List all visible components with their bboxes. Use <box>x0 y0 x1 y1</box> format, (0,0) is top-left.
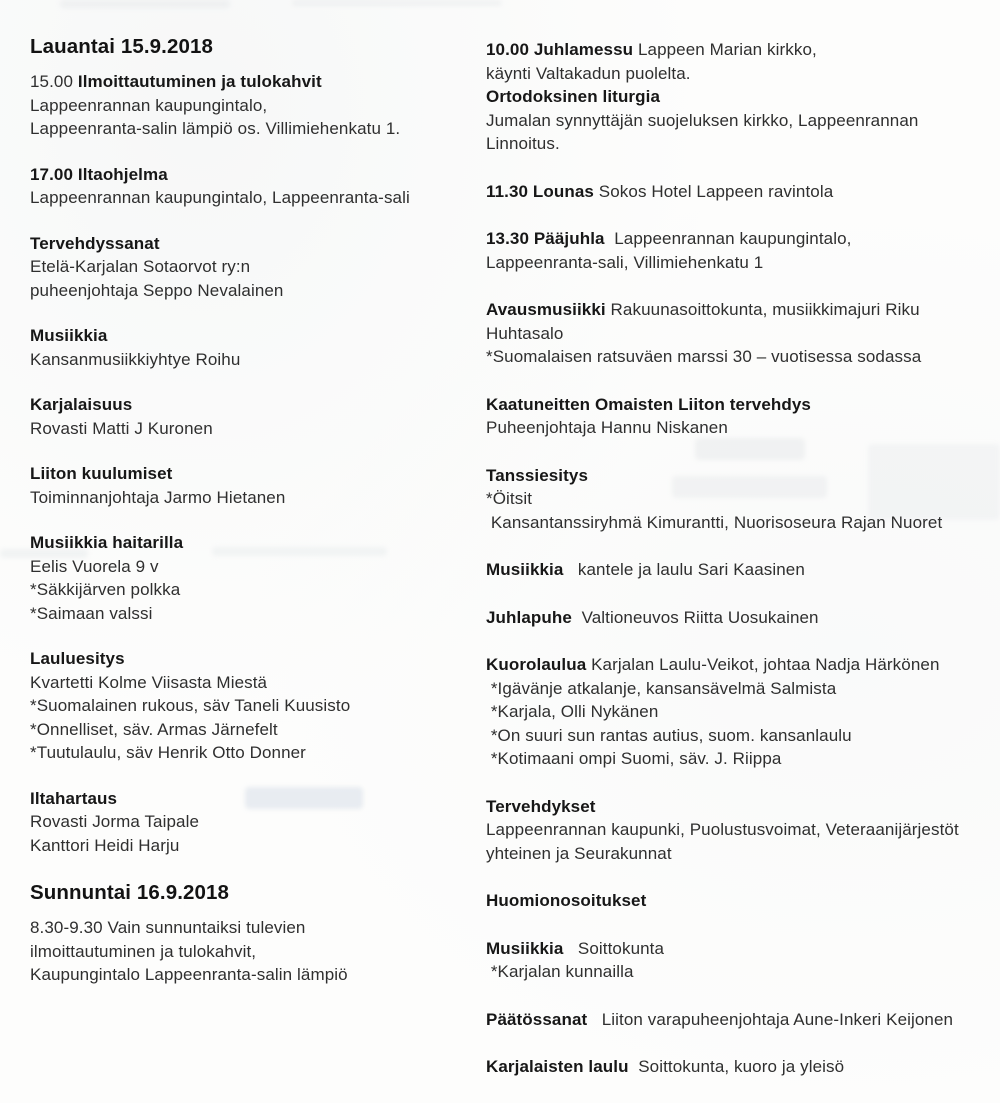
regular-text: *Öitsit <box>486 489 533 508</box>
bold-text: Lauluesitys <box>30 649 125 668</box>
bold-text: Musiikkia <box>486 938 564 958</box>
text-line <box>30 834 475 858</box>
program-entry <box>30 916 475 987</box>
day-heading <box>30 879 475 907</box>
regular-text: *Karjalan kunnailla <box>486 962 634 981</box>
text-line <box>486 842 996 866</box>
regular-text: käynti Valtakadun puolelta. <box>486 63 691 83</box>
text-line <box>30 810 475 834</box>
text-line <box>486 818 996 842</box>
text-line <box>486 1055 996 1079</box>
bold-text: 13.30 Pääjuhla <box>486 229 605 248</box>
regular-text: Sokos Hotel Lappeen ravintola <box>593 181 834 201</box>
text-line <box>30 555 475 579</box>
regular-text: Kanttori Heidi Harju <box>30 835 180 855</box>
bold-text: Juhlapuhe <box>486 607 572 627</box>
bold-text: 10.00 Juhlamessu <box>486 40 634 59</box>
text-line <box>486 298 996 322</box>
text-line <box>30 718 475 742</box>
text-line <box>486 38 996 62</box>
program-entry <box>486 180 996 204</box>
text-line <box>30 393 475 417</box>
bold-text: Iltahartaus <box>30 788 118 808</box>
text-line <box>30 916 475 940</box>
program-entry <box>486 1008 996 1032</box>
text-line <box>486 393 996 417</box>
program-entry <box>30 324 475 371</box>
regular-text: Soittokunta, kuoro ja yleisö <box>628 1057 845 1076</box>
regular-text: *Suomalainen rukous, säv Taneli Kuusisto <box>30 696 351 715</box>
bold-text: Kaatuneitten Omaisten Liiton tervehdys <box>486 394 811 414</box>
bold-text: Musiikkia <box>30 326 108 345</box>
text-line <box>30 879 475 907</box>
regular-text: Soittokunta <box>563 938 665 958</box>
text-line <box>30 578 475 602</box>
regular-text: *Karjala, Olli Nykänen <box>486 702 659 721</box>
regular-text: Huhtasalo <box>486 323 564 343</box>
text-line <box>486 345 996 369</box>
text-line <box>486 889 996 913</box>
text-line <box>486 251 996 275</box>
regular-text: *Onnelliset, säv. Armas Järnefelt <box>30 719 278 739</box>
text-line <box>30 279 475 303</box>
bold-text: Liiton kuulumiset <box>30 464 173 483</box>
regular-text: Liiton varapuheenjohtaja Aune-Inkeri Keijonen <box>587 1009 954 1029</box>
regular-text: Kaupungintalo Lappeenranta-salin lämpiö <box>30 965 348 984</box>
text-line <box>486 322 996 346</box>
bold-text: Avausmusiikki <box>486 300 606 319</box>
text-line <box>486 132 996 156</box>
regular-text: Lappeenrannan kaupungintalo, Lappeenranta-sali <box>30 188 410 207</box>
text-line <box>30 462 475 486</box>
text-line <box>30 70 475 94</box>
text-line <box>486 487 996 511</box>
bold-text: Karjalaisten laulu <box>486 1057 629 1076</box>
regular-text: Lappeen Marian kirkko, <box>633 40 817 59</box>
program-entry <box>30 787 475 858</box>
program-entry <box>486 464 996 535</box>
regular-text: 8.30-9.30 Vain sunnuntaiksi tulevien <box>30 918 306 937</box>
text-line <box>486 653 996 677</box>
regular-text: Karjalan Laulu-Veikot, johtaa Nadja Härkönen <box>586 655 940 674</box>
text-line <box>30 417 475 441</box>
bold-text: Sunnuntai 16.9.2018 <box>30 881 230 904</box>
regular-text: Kansantanssiryhmä Kimurantti, Nuorisoseura Rajan Nuoret <box>486 512 943 532</box>
regular-text: Rovasti Jorma Taipale <box>30 812 200 831</box>
regular-text: *On suuri sun rantas autius, suom. kansanlaulu <box>486 725 852 745</box>
text-line <box>486 795 996 819</box>
scan-artifact <box>292 0 502 6</box>
bold-text: Ilmoittautuminen ja tulokahvit <box>77 72 322 91</box>
text-line <box>486 511 996 535</box>
program-entry <box>486 937 996 984</box>
text-line <box>486 416 996 440</box>
program-entry <box>30 163 475 210</box>
bold-text: Päätössanat <box>486 1009 588 1029</box>
text-line <box>30 348 475 372</box>
regular-text: Lappeenrannan kaupungintalo, <box>604 229 852 248</box>
program-entry <box>30 462 475 509</box>
text-line <box>30 186 475 210</box>
text-line <box>486 62 996 86</box>
program-entry <box>30 232 475 303</box>
text-line <box>486 677 996 701</box>
bold-text: 11.30 Lounas <box>486 181 594 201</box>
bold-text: Tervehdyssanat <box>30 233 160 253</box>
bold-text: Huomionosoitukset <box>486 891 647 910</box>
program-entry <box>486 795 996 866</box>
program-entry <box>30 70 475 141</box>
column-right <box>486 38 996 1103</box>
text-line <box>30 94 475 118</box>
regular-text: Etelä-Karjalan Sotaorvot ry:n <box>30 257 251 276</box>
text-line <box>486 960 996 984</box>
bold-text: Kuorolaulua <box>486 655 587 674</box>
bold-text: Tanssiesitys <box>486 465 588 485</box>
text-line <box>486 85 996 109</box>
regular-text: Jumalan synnyttäjän suojeluksen kirkko, Lappeenrannan <box>486 110 919 130</box>
text-line <box>486 227 996 251</box>
bold-text: Karjalaisuus <box>30 395 133 414</box>
regular-text: yhteinen ja Seurakunnat <box>486 843 672 863</box>
text-line <box>30 694 475 718</box>
regular-text: Toiminnanjohtaja Jarmo Hietanen <box>30 487 286 507</box>
program-entry <box>486 889 996 913</box>
text-line <box>486 700 996 724</box>
text-line <box>486 1008 996 1032</box>
text-line <box>486 606 996 630</box>
text-line <box>30 255 475 279</box>
program-entry <box>486 653 996 771</box>
text-line <box>30 602 475 626</box>
text-line <box>30 963 475 987</box>
program-entry <box>486 298 996 369</box>
regular-text: 15.00 <box>30 72 78 91</box>
regular-text: Lappeenrannan kaupungintalo, <box>30 95 268 115</box>
program-entry <box>486 558 996 582</box>
program-entry <box>486 393 996 440</box>
text-line <box>30 787 475 811</box>
bold-text: Musiikkia <box>486 560 564 579</box>
text-line <box>30 33 475 61</box>
regular-text: Lappeenranta-salin lämpiö os. Villimiehenkatu 1. <box>30 119 401 138</box>
regular-text: Kvartetti Kolme Viisasta Miestä <box>30 672 268 692</box>
text-line <box>486 558 996 582</box>
regular-text: *Säkkijärven polkka <box>30 580 181 599</box>
text-line <box>30 324 475 348</box>
program-entry <box>486 227 996 274</box>
regular-text: Kansanmusiikkiyhtye Roihu <box>30 349 241 369</box>
bold-text: Ortodoksinen liturgia <box>486 87 661 106</box>
regular-text: Valtioneuvos Riitta Uosukainen <box>571 607 819 627</box>
text-line <box>30 671 475 695</box>
text-line <box>30 741 475 765</box>
bold-text: Lauantai 15.9.2018 <box>30 35 213 58</box>
text-line <box>30 486 475 510</box>
text-line <box>30 531 475 555</box>
regular-text: ilmoittautuminen ja tulokahvit, <box>30 941 257 961</box>
program-entry <box>30 647 475 765</box>
regular-text: Rakuunasoittokunta, musiikkimajuri Riku <box>605 300 920 319</box>
regular-text: kantele ja laulu Sari Kaasinen <box>563 560 805 579</box>
regular-text: *Igävänje atkalanje, kansansävelmä Salmista <box>486 678 837 698</box>
text-line <box>486 109 996 133</box>
bold-text: Tervehdykset <box>486 796 596 816</box>
program-entry <box>30 531 475 625</box>
program-entry <box>486 1055 996 1079</box>
regular-text: *Suomalaisen ratsuväen marssi 30 – vuotisessa sodassa <box>486 347 922 366</box>
program-entry <box>486 38 996 156</box>
text-line <box>30 647 475 671</box>
text-line <box>30 940 475 964</box>
regular-text: Rovasti Matti J Kuronen <box>30 418 213 438</box>
bold-text: Musiikkia haitarilla <box>30 533 184 552</box>
column-left <box>30 33 475 1009</box>
regular-text: Eelis Vuorela 9 v <box>30 556 159 576</box>
regular-text: Lappeenrannan kaupunki, Puolustusvoimat, Veteraanijärjestöt <box>486 820 959 839</box>
text-line <box>486 747 996 771</box>
regular-text: Lappeenranta-sali, Villimiehenkatu 1 <box>486 252 764 272</box>
regular-text: *Saimaan valssi <box>30 603 153 623</box>
regular-text: puheenjohtaja Seppo Nevalainen <box>30 280 284 300</box>
text-line <box>486 180 996 204</box>
day-heading <box>30 33 475 61</box>
scan-artifact <box>60 0 230 8</box>
text-line <box>30 163 475 187</box>
text-line <box>486 937 996 961</box>
text-line <box>486 464 996 488</box>
text-line <box>30 232 475 256</box>
regular-text: Linnoitus. <box>486 134 560 153</box>
text-line <box>30 117 475 141</box>
regular-text: Puheenjohtaja Hannu Niskanen <box>486 418 728 437</box>
regular-text: *Tuutulaulu, säv Henrik Otto Donner <box>30 743 306 762</box>
regular-text: *Kotimaani ompi Suomi, säv. J. Riippa <box>486 749 782 768</box>
program-entry <box>486 606 996 630</box>
text-line <box>486 724 996 748</box>
program-entry <box>30 393 475 440</box>
bold-text: 17.00 Iltaohjelma <box>30 164 168 184</box>
